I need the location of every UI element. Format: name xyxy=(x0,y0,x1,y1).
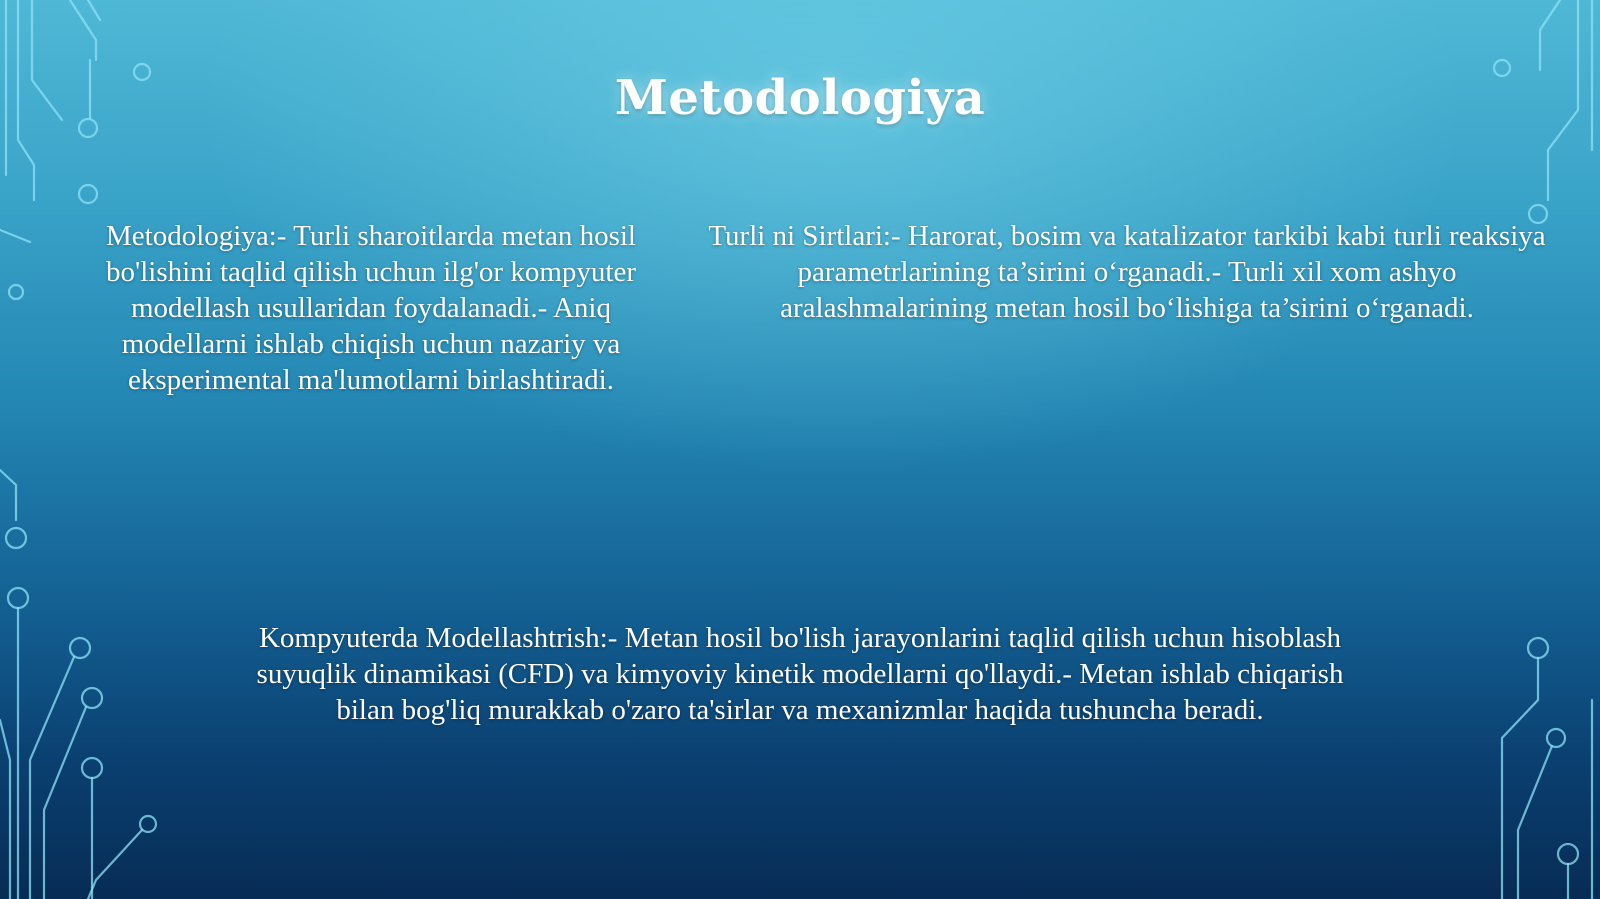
parameters-text-block: Turli ni Sirtlari:- Harorat, bosim va katalizator tarkibi kabi turli reaksiya parametrlarining ta’sirini o‘rganadi.- Turli xil xom ashyo aralashmalarining metan hosil bo‘lishiga ta’sirini o‘rganadi. xyxy=(708,220,1546,324)
methodology-text-block: Metodologiya:- Turli sharoitlarda metan hosil bo'lishini taqlid qilish uchun ilg'or kompyuter modellash usullaridan foydalanadi.- Aniq modellarni ishlab chiqish uchun nazariy va eksperimental ma'lumotlarni birlashtiradi. xyxy=(105,220,636,396)
slide-title: Metodologiya xyxy=(614,70,986,126)
computer-modeling-text-block: Kompyuterda Modellashtrish:- Metan hosil bo'lish jarayonlarini taqlid qilish uchun hisoblash suyuqlik dinamikasi (CFD) va kimyoviy kinetik modellarni qo'llaydi.- Metan ishlab chiqarish bilan bog'liq murakkab o'zaro ta'sirlar va mexanizmlar haqida tushuncha beradi. xyxy=(256,622,1344,726)
